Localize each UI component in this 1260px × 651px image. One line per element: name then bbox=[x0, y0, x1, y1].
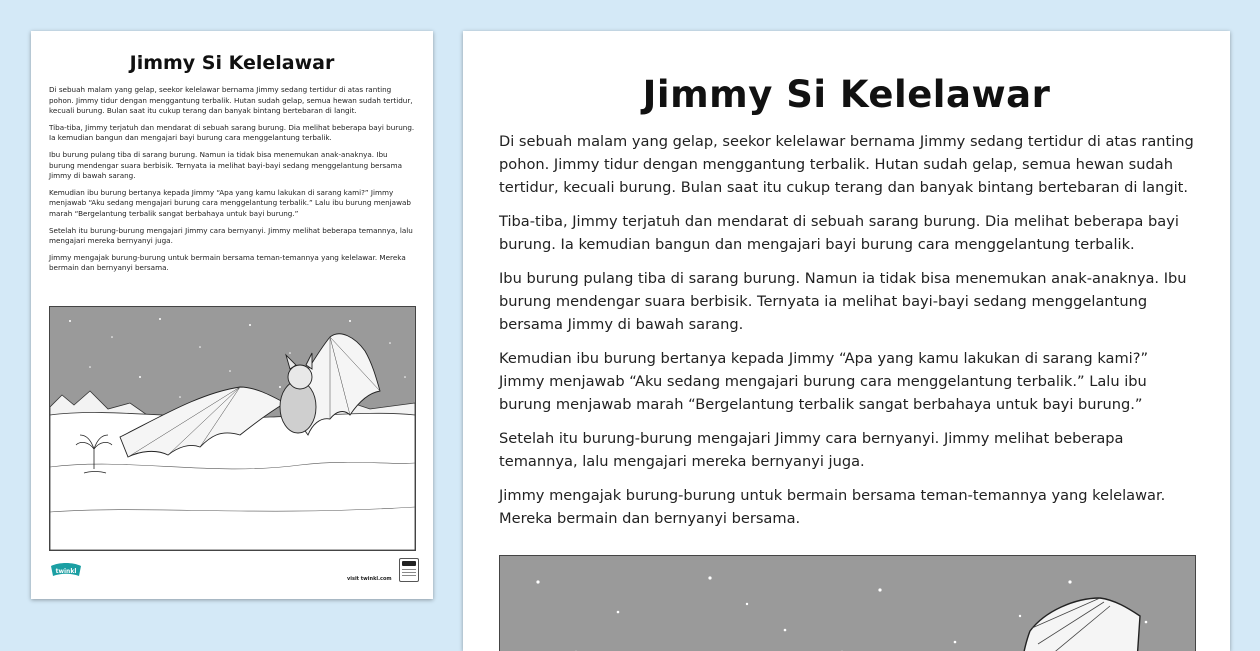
thumbnail-paragraph-1: Di sebuah malam yang gelap, seekor kelelawar bernama Jimmy sedang tertidur di atas ranting pohon. Jimmy tidur dengan menggantung terbalik. Hutan sudah gelap, semua hewan sudah tertidur, kecuali burung. Bulan saat itu cukup terang dan banyak bintang bertebaran di langit. bbox=[49, 85, 415, 117]
thumbnail-paragraph-3: Ibu burung pulang tiba di sarang burung. Namun ia tidak bisa menemukan anak-anaknya. Ibu burung mendengar suara berbisik. Ternyata ia melihat bayi-bayi sedang menggelantung bersama Jimmy di bawah sarang. bbox=[49, 150, 415, 182]
thumbnail-paragraph-4: Kemudian ibu burung bertanya kepada Jimmy “Apa yang kamu lakukan di sarang kami?” Jimmy menjawab “Aku sedang mengajari burung cara menggelantung terbalik.” Lalu ibu burung menjawab marah “Bergelantung terbalik sangat berbahaya untuk bayi burung.” bbox=[49, 188, 415, 220]
thumbnail-title: Jimmy Si Kelelawar bbox=[31, 51, 433, 75]
footer-url[interactable]: visit twinkl.com bbox=[347, 576, 392, 582]
bat-flying-over-desert-illustration bbox=[50, 307, 415, 550]
story-paragraph-6: Jimmy mengajak burung-burung untuk bermain bersama teman-temannya yang kelelawar. Mereka bermain dan bernyanyi bersama. bbox=[499, 484, 1194, 530]
story-paragraph-5: Setelah itu burung-burung mengajari Jimmy cara bernyanyi. Jimmy melihat beberapa temannya, lalu mengajari mereka bernyanyi juga. bbox=[499, 427, 1194, 473]
bat-illustration bbox=[49, 306, 416, 551]
story-paragraph-2: Tiba-tiba, Jimmy terjatuh dan mendarat di sebuah sarang burung. Dia melihat beberapa bayi burung. Ia kemudian bangun dan mengajari bayi burung cara menggelantung terbalik. bbox=[499, 210, 1194, 256]
worksheet-thumbnail[interactable] bbox=[31, 31, 433, 599]
thumbnail-paragraph-6: Jimmy mengajak burung-burung untuk bermain bersama teman-temannya yang kelelawar. Mereka bermain dan bernyanyi bersama. bbox=[49, 253, 415, 274]
twinkl-logo-icon bbox=[49, 562, 83, 582]
thumbnail-paragraph-5: Setelah itu burung-burung mengajari Jimmy cara bernyanyi. Jimmy melihat beberapa temannya, lalu mengajari mereka bernyanyi juga. bbox=[49, 226, 415, 247]
thumbnail-story-text bbox=[49, 85, 415, 274]
thumbnail-paragraph-2: Tiba-tiba, Jimmy terjatuh dan mendarat di sebuah sarang burung. Dia melihat beberapa bayi burung. Ia kemudian bangun dan mengajari bayi burung cara menggelantung terbalik. bbox=[49, 123, 415, 144]
worksheet-title: Jimmy Si Kelelawar bbox=[463, 72, 1230, 118]
story-paragraph-1: Di sebuah malam yang gelap, seekor kelelawar bernama Jimmy sedang tertidur di atas ranting pohon. Jimmy tidur dengan menggantung terbalik. Hutan sudah gelap, semua hewan sudah tertidur, kecuali burung. Bulan saat itu cukup terang dan banyak bintang bertebaran di langit. bbox=[499, 130, 1194, 199]
twinkl-logo-text: twinkl bbox=[56, 568, 77, 575]
worksheet-enlarged[interactable] bbox=[463, 31, 1230, 651]
story-paragraph-4: Kemudian ibu burung bertanya kepada Jimmy “Apa yang kamu lakukan di sarang kami?” Jimmy menjawab “Aku sedang mengajari burung cara menggelantung terbalik.” Lalu ibu burung menjawab marah “Bergelantung terbalik sangat berbahaya untuk bayi burung.” bbox=[499, 347, 1194, 416]
story-text bbox=[499, 130, 1194, 530]
bat-illustration-enlarged bbox=[499, 555, 1196, 651]
story-paragraph-3: Ibu burung pulang tiba di sarang burung. Namun ia tidak bisa menemukan anak-anaknya. Ibu burung mendengar suara berbisik. Ternyata ia melihat bayi-bayi sedang menggelantung bersama Jimmy di bawah sarang. bbox=[499, 267, 1194, 336]
twinkl-quality-badge-icon bbox=[399, 558, 419, 582]
bat-flying-over-desert-illustration bbox=[500, 556, 1195, 651]
